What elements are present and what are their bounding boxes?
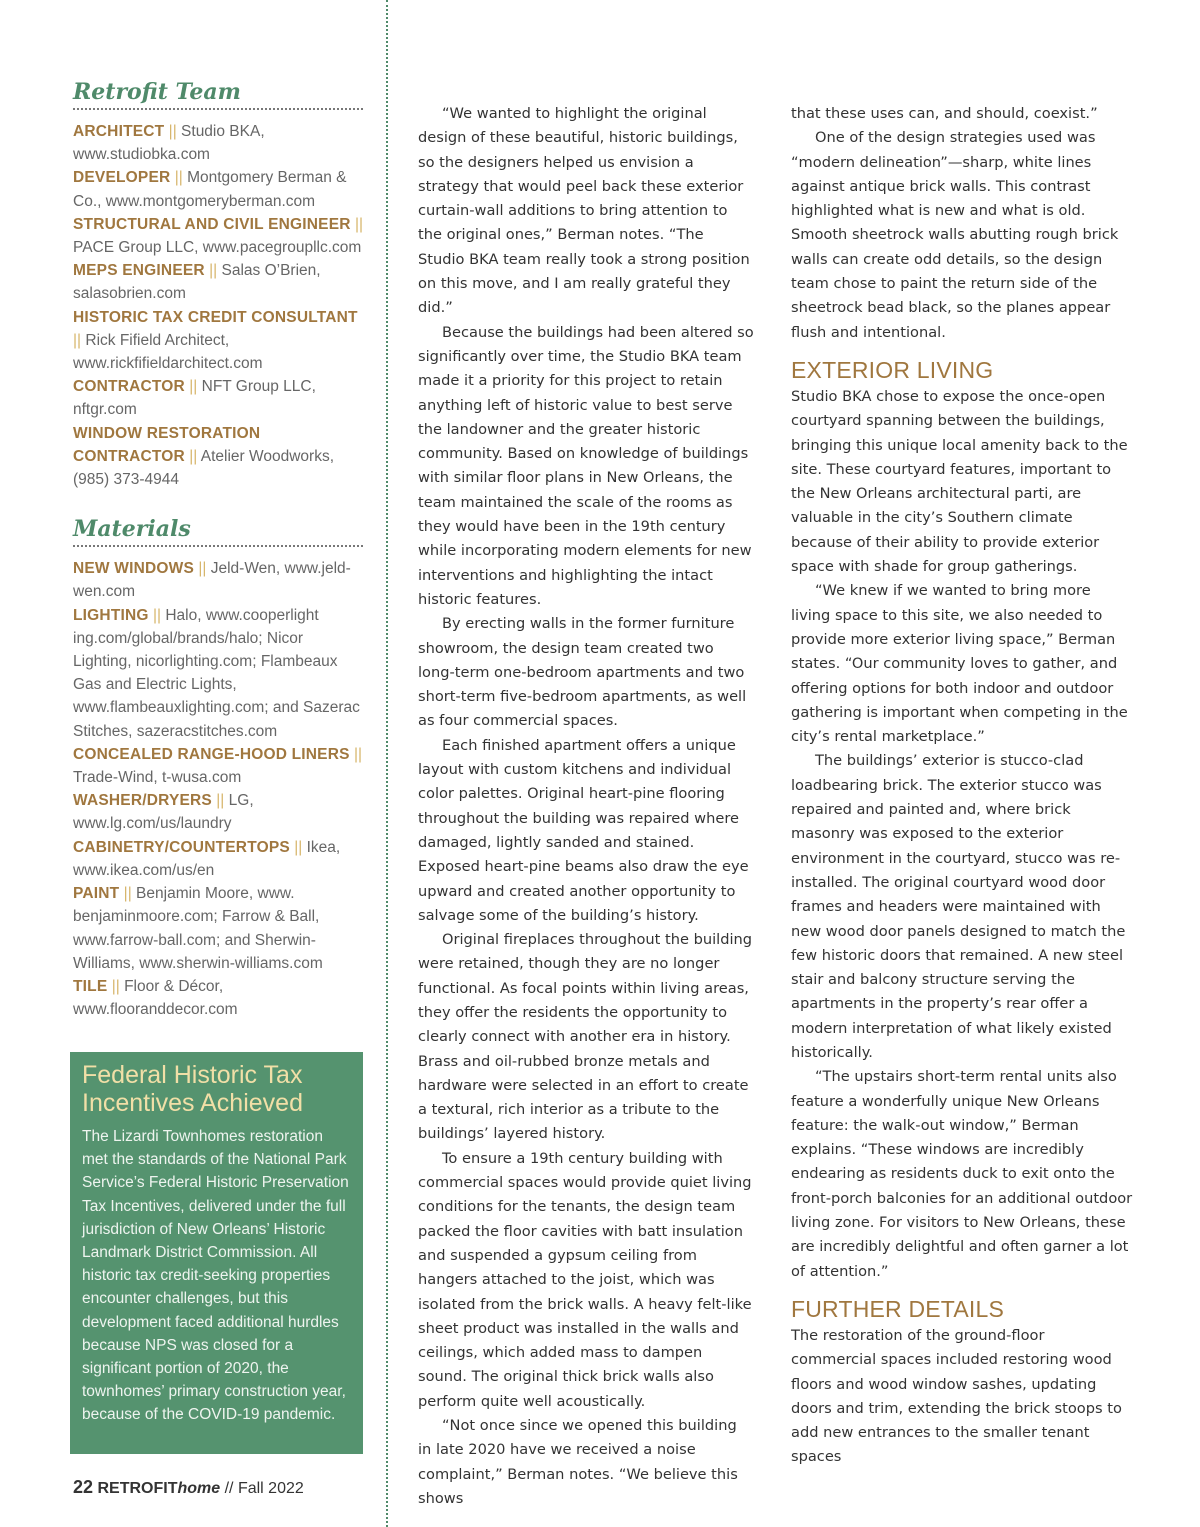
paragraph: “Not once since we opened this building in late 2020 have we received a noise complaint,” Berman notes. “We believe this shows bbox=[418, 1417, 738, 1507]
material-role: TILE bbox=[73, 977, 108, 995]
tax-incentives-title: Federal Historic Tax Incentives Achieved bbox=[82, 1061, 303, 1117]
separator: || bbox=[353, 745, 363, 763]
magazine-name bbox=[97, 1480, 220, 1497]
article-column-1 bbox=[418, 102, 754, 1511]
separator: || bbox=[294, 838, 303, 856]
material-item bbox=[73, 836, 363, 882]
material-role: CONCEALED RANGE-HOOD LINERS bbox=[73, 745, 350, 763]
credit-role: MEPS ENGINEER bbox=[73, 262, 205, 280]
materials-list bbox=[73, 557, 363, 1021]
paragraph-continued: that these uses can, and should, coexist.” bbox=[791, 105, 1098, 122]
sidebar bbox=[73, 78, 363, 1021]
retrofit-team-heading: Retrofit Team bbox=[73, 78, 363, 110]
credit-role: ARCHITECT bbox=[73, 123, 165, 140]
separator: || bbox=[216, 792, 225, 810]
credit-text: Atelier Woodworks, (985) 373-4944 bbox=[73, 447, 334, 489]
material-text: Benjamin Moore, www. benjaminmoore.com; Farrow & Ball, www.farrow-ball.com; and Sherwin-Williams, www.sherwin-williams.com bbox=[73, 885, 323, 972]
credit-item bbox=[73, 306, 363, 376]
separator: || bbox=[73, 331, 82, 349]
retrofit-team-list bbox=[73, 120, 363, 491]
separator: || bbox=[174, 169, 183, 187]
material-text: LG, www.lg.com/us/laundry bbox=[73, 792, 254, 833]
separator: || bbox=[123, 885, 132, 903]
credit-text: Rick Fifield Architect, www.rickfifieldarchitect.com bbox=[73, 331, 263, 373]
materials-heading: Materials bbox=[73, 515, 363, 547]
credit-text: Montgomery Berman & Co., www.montgomeryberman.com bbox=[73, 169, 347, 210]
material-role: WASHER/DRYERS bbox=[73, 792, 212, 810]
paragraph: To ensure a 19th century building with commercial spaces would provide quiet living conditions for the tenants, the design team packed the floor cavities with batt insulation and suspended a gypsum ceiling from hangers attached to the joist, which was isolated from the brick walls. A heavy felt-like sheet product was installed in the walls and ceilings, which added mass to dampen sound. The original thick brick walls also perform quite well acoustically. bbox=[418, 1149, 752, 1410]
credit-text: NFT Group LLC, nftgr.com bbox=[73, 378, 316, 419]
credit-item bbox=[73, 259, 363, 305]
paragraph: Studio BKA chose to expose the once-open courtyard spanning between the buildings, bringing this unique local amenity back to the site. These courtyard features, important to the New Orleans architectural parti, are valuable in the city’s Southern climate because of their ability to provide exterior space with shade for group gatherings. bbox=[791, 387, 1128, 576]
credit-item bbox=[73, 375, 363, 421]
page-number: 22 bbox=[73, 1477, 94, 1497]
issue-date: // Fall 2022 bbox=[224, 1480, 304, 1497]
credit-role: HISTORIC TAX CREDIT CONSULTANT bbox=[73, 308, 358, 326]
paragraph: The buildings’ exterior is stucco-clad loadbearing brick. The exterior stucco was repaired and painted and, where brick masonry was exposed to the exterior environment in the courtyard, stucco was re-installed. The original courtyard wood door frames and headers were maintained with new wood door panels designed to match the few historic doors that remained. A new steel stair and balcony structure serving the apartments in the property’s rear offer a modern interpretation of what likely existed historically. bbox=[791, 752, 1126, 1061]
credit-role: DEVELOPER bbox=[73, 169, 171, 187]
material-item bbox=[73, 975, 363, 1021]
section-heading-exterior-living: EXTERIOR LIVING bbox=[791, 356, 994, 383]
credit-text: Studio BKA, www.studiobka.com bbox=[73, 123, 265, 164]
material-role: CABINETRY/COUNTERTOPS bbox=[73, 838, 290, 856]
tax-incentives-body: The Lizardi Townhomes restoration met the standards of the National Park Service’s Federal Historic Preservation Tax Incentives, delivered under the full jurisdiction of New Orleans’ Historic Landmark District Commission. All historic tax credit-seeking properties encounter challenges, but this development faced additional hurdles because NPS was closed for a significant portion of 2020, the townhomes’ primary construction year, because of the COVID-19 pandemic. bbox=[82, 1128, 349, 1424]
credit-item bbox=[73, 213, 363, 259]
paragraph: One of the design strategies used was “modern delineation”—sharp, white lines against antique brick walls. This contrast highlighted what is new and what is old. Smooth sheetrock walls abutting rough brick walls can create odd details, so the design team chose to paint the return side of the sheetrock bead black, so the planes appear flush and intentional. bbox=[791, 129, 1119, 341]
material-item bbox=[73, 743, 363, 789]
separator: || bbox=[152, 606, 162, 624]
page-footer bbox=[73, 1477, 304, 1498]
credit-item bbox=[73, 120, 363, 166]
material-item bbox=[73, 604, 363, 743]
separator: || bbox=[209, 262, 218, 280]
material-text: Trade-Wind, t-wusa.com bbox=[73, 769, 242, 787]
material-text: Halo, www.cooperlight ing.com/global/brands/halo; Nicor Lighting, nicorlighting.com; Flambeaux Gas and Electric Lights, www.flambeauxlighting.com; and Sazerac Stitches, sazeracstitches.com bbox=[73, 606, 360, 740]
article-column-2 bbox=[791, 102, 1133, 1470]
separator: || bbox=[354, 215, 364, 233]
material-item bbox=[73, 882, 363, 975]
section-heading-further-details: FURTHER DETAILS bbox=[791, 1295, 1005, 1322]
separator: || bbox=[111, 977, 120, 995]
separator: || bbox=[198, 560, 207, 578]
credit-item bbox=[73, 166, 363, 212]
paragraph: “We wanted to highlight the original design of these beautiful, historic buildings, so the designers helped us envision a strategy that would peel back these exterior curtain-wall additions to bring attention to the original ones,” Berman notes. “The Studio BKA team really took a strong position on this move, and I am really grateful they did.” bbox=[418, 105, 750, 317]
credit-role: WINDOW RESTORATION CONTRACTOR bbox=[73, 424, 261, 465]
paragraph: By erecting walls in the former furniture showroom, the design team created two long-term one-bedroom apartments and two short-term five-bedroom apartments, as well as four commercial spaces. bbox=[418, 615, 747, 730]
magazine-name-main: RETROFIT bbox=[97, 1480, 178, 1497]
credit-text: PACE Group LLC, www.pacegroupllc.com bbox=[73, 239, 362, 257]
material-text: Ikea, www.ikea.com/us/en bbox=[73, 838, 341, 879]
separator: || bbox=[189, 447, 198, 465]
paragraph: “The upstairs short-term rental units also feature a wonderfully unique New Orleans feature: the walk-out window,” Berman explains. “These windows are incredibly endearing as residents duck to exit onto the front-porch balconies for an additional outdoor living zone. For visitors to New Orleans, these are incredibly delightful and often garner a lot of attention.” bbox=[791, 1068, 1133, 1280]
material-text: Floor & Décor, www.flooranddecor.com bbox=[73, 977, 238, 1019]
paragraph: Because the buildings had been altered so significantly over time, the Studio BKA team made it a priority for this project to retain anything left of historic value to best serve the landowner and the greater historic community. Based on knowledge of buildings with similar floor plans in New Orleans, the team maintained the scale of the rooms as they would have been in the 19th century while incorporating modern elements for new interventions and highlighting the intact historic features. bbox=[418, 323, 754, 608]
credit-text: Salas O’Brien, salasobrien.com bbox=[73, 262, 321, 303]
paragraph: Original fireplaces throughout the building were retained, though they are no longer functional. As focal points within living areas, they offer the residents the opportunity to clearly connect with another era in history. Brass and oil-rubbed bronze metals and hardware were selected in an effort to create a textural, rich interior as a tribute to the buildings’ layered history. bbox=[418, 931, 753, 1143]
separator: || bbox=[189, 378, 198, 396]
material-role: PAINT bbox=[73, 885, 120, 903]
material-text: Jeld-Wen, www.jeld-wen.com bbox=[73, 560, 351, 601]
magazine-name-italic: home bbox=[177, 1480, 221, 1497]
material-role: NEW WINDOWS bbox=[73, 560, 195, 578]
paragraph: “We knew if we wanted to bring more living space to this site, we also needed to provide more exterior living space,” Berman states. “Our community loves to gather, and offering options for both indoor and outdoor gathering is important when competing in the city’s rental marketplace.” bbox=[791, 582, 1128, 746]
credit-item bbox=[73, 422, 363, 492]
material-role: LIGHTING bbox=[73, 606, 149, 624]
column-divider bbox=[386, 0, 388, 1527]
separator: || bbox=[168, 123, 177, 140]
paragraph: The restoration of the ground-floor commercial spaces included restoring wood floors and wood window sashes, updating doors and trim, extending the brick stoops to add new entrances to the smaller tenant spaces bbox=[791, 1326, 1122, 1466]
material-item bbox=[73, 789, 363, 835]
material-item bbox=[73, 557, 363, 603]
paragraph: Each finished apartment offers a unique layout with custom kitchens and individual color palettes. Original heart-pine flooring throughout the building was repaired where damaged, lightly sanded and stained. Exposed heart-pine beams also draw the eye upward and created another opportunity to salvage some of the building’s history. bbox=[418, 736, 749, 924]
credit-role: CONTRACTOR bbox=[73, 378, 185, 396]
credit-role: STRUCTURAL AND CIVIL ENGINEER bbox=[73, 215, 351, 233]
tax-incentives-box bbox=[70, 1052, 363, 1454]
